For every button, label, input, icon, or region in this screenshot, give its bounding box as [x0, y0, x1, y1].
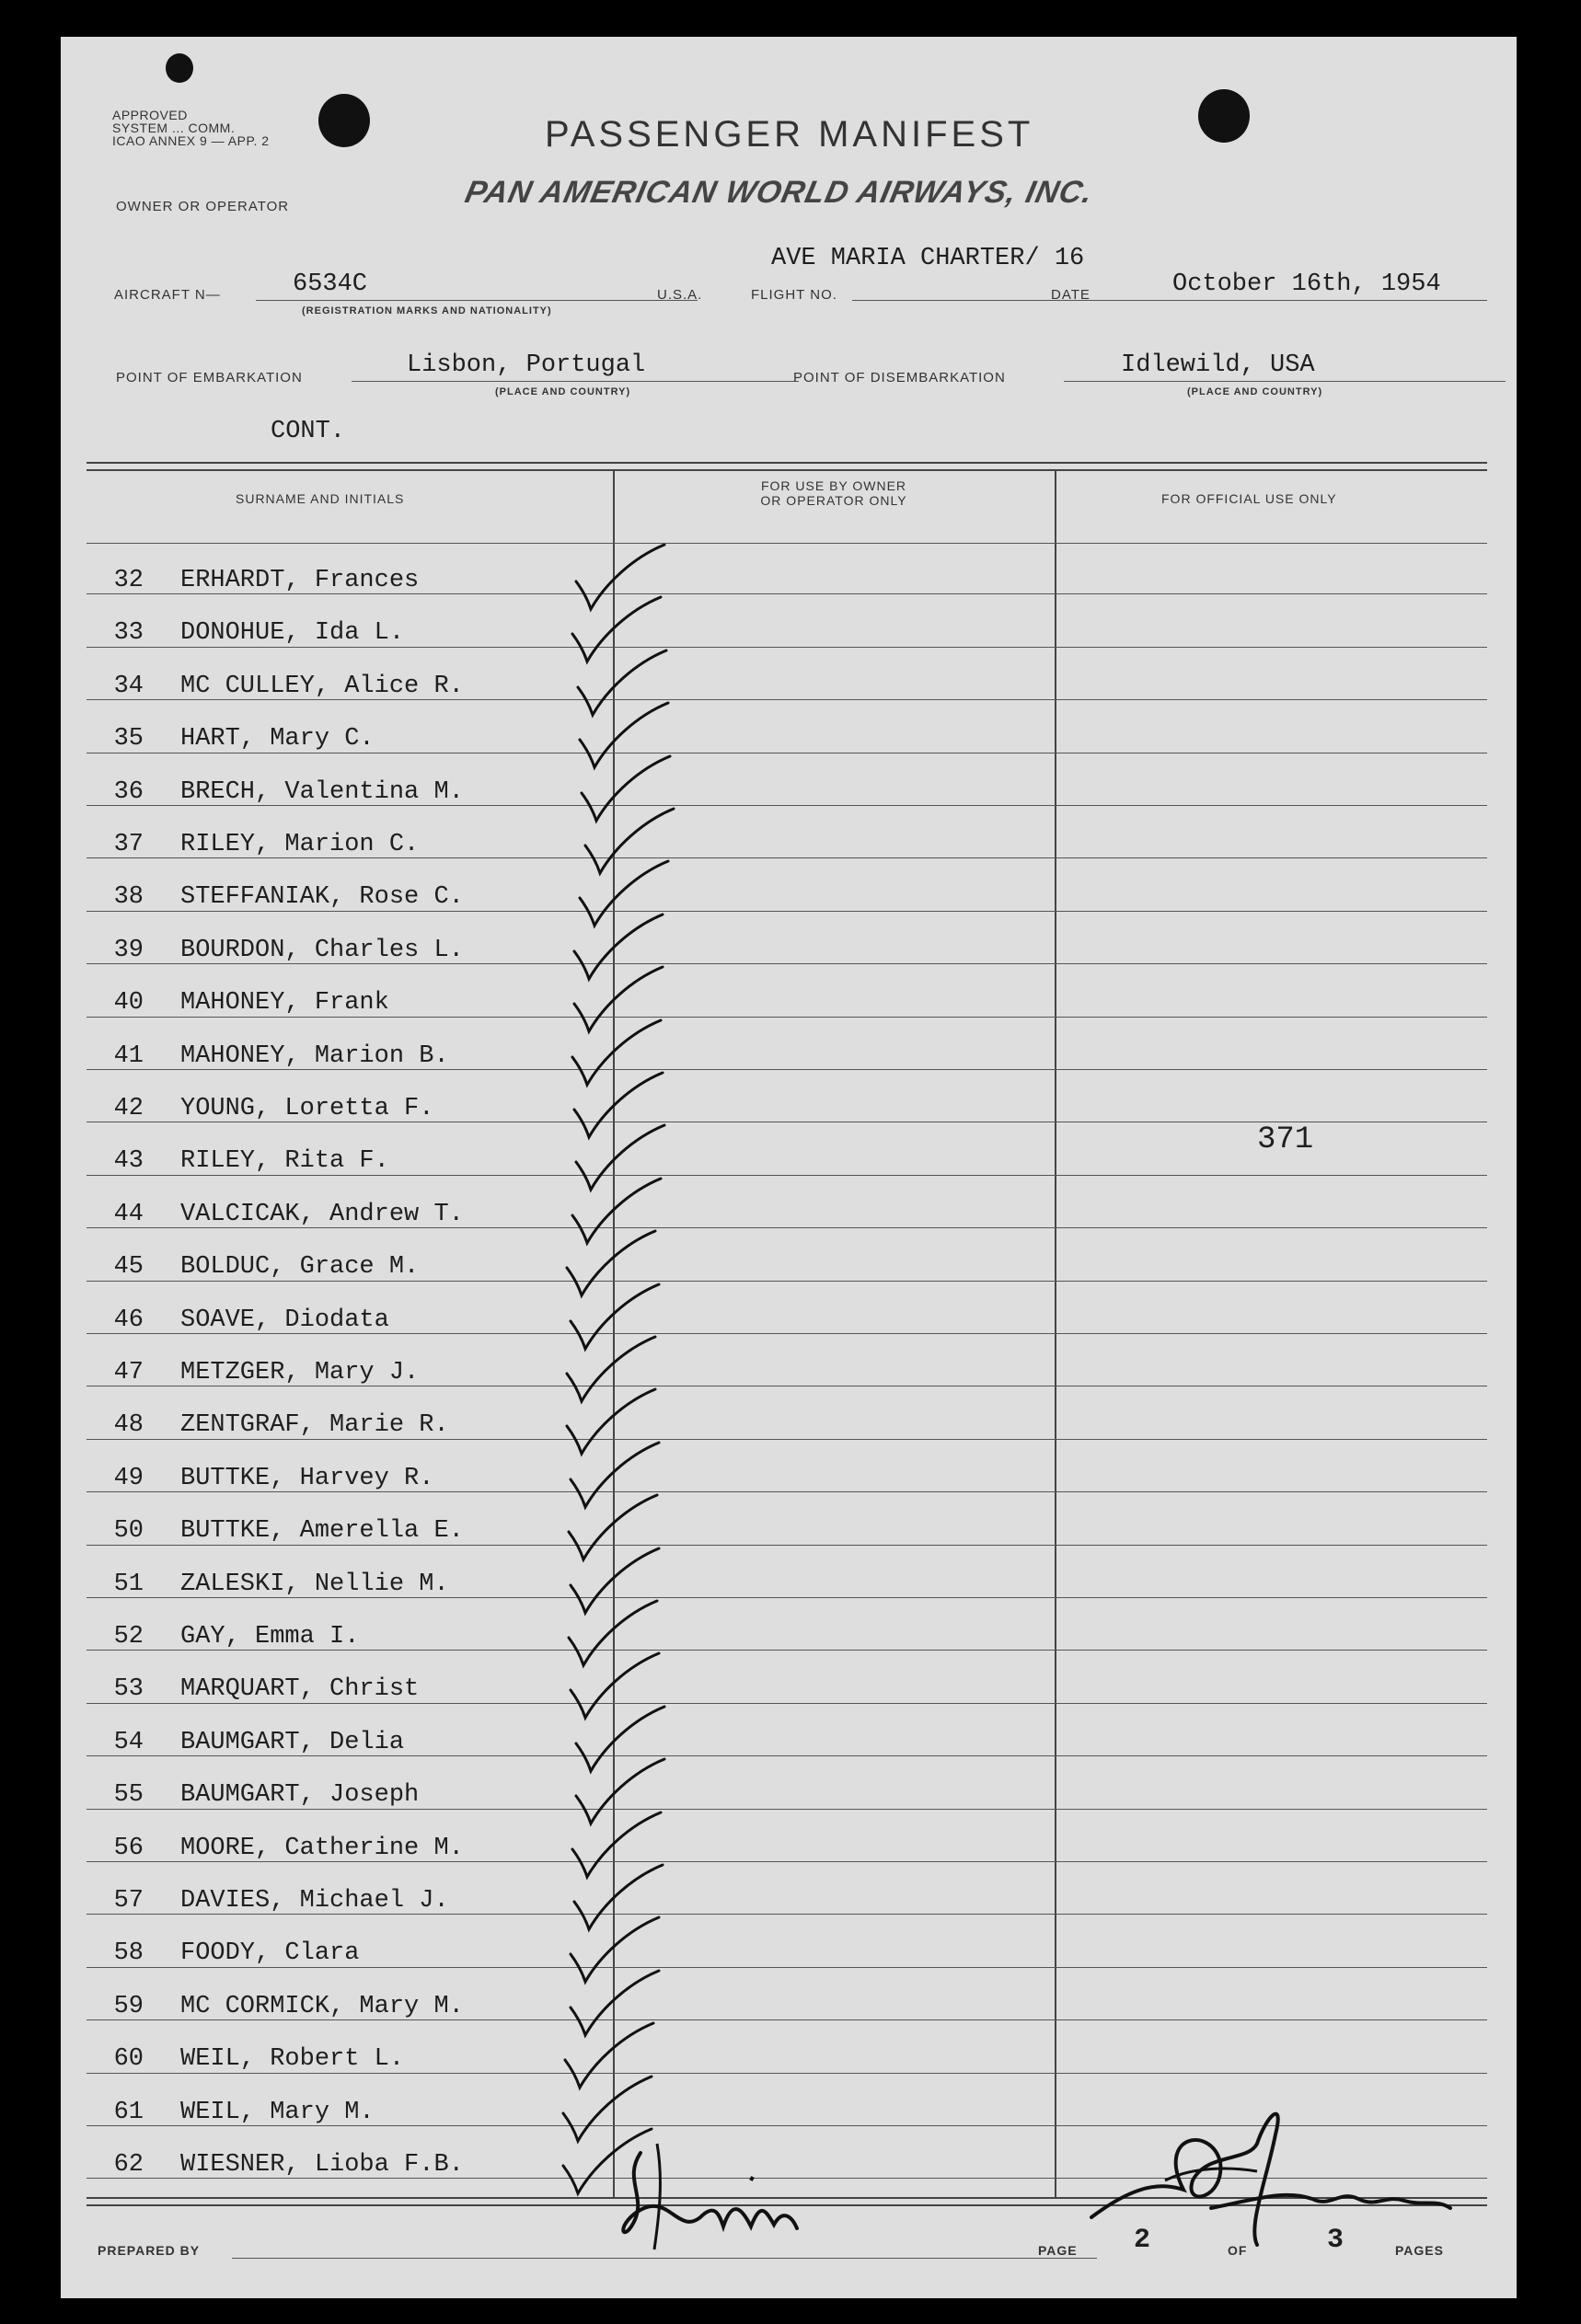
date-underline [1101, 300, 1487, 301]
passenger-row [61, 1605, 613, 1657]
passenger-number: 36 [113, 777, 144, 806]
passenger-row [61, 1710, 613, 1763]
header-bottom-rule [87, 543, 1487, 544]
passenger-name: RILEY, Marion C. [180, 831, 420, 858]
official-signature [1073, 2079, 1460, 2263]
passenger-name: MC CULLEY, Alice R. [180, 672, 464, 700]
passenger-number: 62 [113, 2151, 144, 2179]
col-official-header: FOR OFFICIAL USE ONLY [1161, 491, 1337, 506]
date-value: October 16th, 1954 [1172, 270, 1441, 298]
passenger-row [61, 1869, 613, 1921]
passenger-number: 47 [113, 1359, 144, 1386]
passenger-name: ERHARDT, Frances [180, 567, 420, 594]
official-note: 371 [1257, 1122, 1314, 1157]
passenger-row [61, 548, 613, 601]
passenger-name: METZGER, Mary J. [180, 1359, 420, 1386]
page-number: 2 [1134, 2225, 1151, 2256]
passenger-number: 55 [113, 1781, 144, 1810]
passenger-number: 38 [113, 883, 144, 912]
col-owner-header-line-2: OR OPERATOR ONLY [760, 493, 907, 508]
header-top-rule-2 [87, 469, 1487, 471]
passenger-row [61, 1182, 613, 1235]
passenger-number: 37 [113, 831, 144, 858]
passenger-name: ZENTGRAF, Marie R. [180, 1411, 449, 1440]
approval-stamp-line-1: APPROVED [112, 108, 188, 122]
passenger-name: HART, Mary C. [180, 725, 375, 754]
passenger-row [61, 1763, 613, 1815]
passenger-row [61, 812, 613, 865]
passenger-number: 44 [113, 1200, 144, 1228]
passenger-name: BUTTKE, Amerella E. [180, 1517, 464, 1546]
passenger-name: WEIL, Mary M. [180, 2098, 375, 2126]
punch-hole-left [318, 94, 370, 147]
passenger-name: DAVIES, Michael J. [180, 1887, 449, 1915]
col-owner-header [668, 478, 999, 508]
passenger-name: WIESNER, Lioba F.B. [180, 2151, 464, 2179]
passenger-number: 49 [113, 1464, 144, 1492]
disembarkation-sublabel: (PLACE AND COUNTRY) [1187, 386, 1323, 397]
passenger-name: MOORE, Catherine M. [180, 1834, 464, 1862]
passenger-row [61, 1235, 613, 1287]
prepared-by-label: PREPARED BY [98, 2243, 201, 2258]
passenger-row [61, 971, 613, 1023]
passenger-number: 34 [113, 672, 144, 700]
passenger-number: 41 [113, 1041, 144, 1070]
aircraft-underline [256, 300, 698, 301]
embarkation-value: Lisbon, Portugal [407, 351, 646, 379]
punch-hole-corner [166, 53, 193, 83]
approval-stamp-line-2: SYSTEM ... COMM. [112, 121, 236, 135]
passenger-number: 35 [113, 725, 144, 754]
embarkation-label: POINT OF EMBARKATION [116, 370, 303, 385]
form-title: PASSENGER MANIFEST [545, 114, 1034, 155]
passenger-row [61, 1446, 613, 1499]
disembarkation-value: Idlewild, USA [1121, 351, 1315, 379]
passenger-row [61, 918, 613, 971]
passenger-name: MARQUART, Christ [180, 1675, 420, 1704]
embarkation-sublabel: (PLACE AND COUNTRY) [495, 386, 631, 397]
usa-label: U.S.A. [657, 287, 703, 303]
passenger-name: WEIL, Robert L. [180, 2045, 405, 2074]
header-top-rule-1 [87, 462, 1487, 464]
passenger-number: 42 [113, 1095, 144, 1122]
passenger-number: 58 [113, 1939, 144, 1968]
of-label: OF [1228, 2243, 1248, 2258]
passenger-name: YOUNG, Loretta F. [180, 1095, 434, 1122]
passenger-row [61, 2027, 613, 2079]
passenger-number: 52 [113, 1623, 144, 1651]
passenger-row [61, 1816, 613, 1869]
passenger-number: 56 [113, 1834, 144, 1862]
passenger-row [61, 1288, 613, 1340]
date-label: DATE [1051, 287, 1091, 303]
passenger-row [61, 1657, 613, 1709]
passenger-name: DONOHUE, Ida L. [180, 619, 405, 648]
page-total: 3 [1327, 2225, 1344, 2256]
passenger-name: BAUMGART, Delia [180, 1728, 405, 1756]
flight-value: AVE MARIA CHARTER/ 16 [771, 245, 1085, 272]
operator-name: PAN AMERICAN WORLD AIRWAYS, INC. [462, 175, 1097, 210]
disembarkation-underline [1064, 381, 1506, 382]
flight-label: FLIGHT NO. [751, 287, 837, 303]
embarkation-underline [352, 381, 799, 382]
aircraft-value: 6534C [293, 270, 368, 298]
passenger-name: BOLDUC, Grace M. [180, 1253, 420, 1282]
passenger-number: 43 [113, 1147, 144, 1176]
passenger-row [61, 1340, 613, 1393]
passenger-row [61, 865, 613, 917]
passenger-name: MC CORMICK, Mary M. [180, 1992, 464, 2020]
passenger-name: RILEY, Rita F. [180, 1147, 389, 1176]
passenger-number: 59 [113, 1992, 144, 2020]
passenger-number: 40 [113, 989, 144, 1018]
owner-label: OWNER OR OPERATOR [116, 199, 290, 214]
passenger-row [61, 1499, 613, 1551]
passenger-row [61, 1552, 613, 1605]
passenger-name: GAY, Emma I. [180, 1623, 360, 1651]
passenger-name: MAHONEY, Marion B. [180, 1041, 449, 1070]
col-owner-header-line-1: FOR USE BY OWNER [760, 478, 907, 493]
passenger-name: MAHONEY, Frank [180, 989, 389, 1018]
passenger-row [61, 760, 613, 812]
passenger-number: 57 [113, 1887, 144, 1915]
passenger-name: VALCICAK, Andrew T. [180, 1200, 464, 1228]
aircraft-sublabel: (REGISTRATION MARKS AND NATIONALITY) [302, 305, 552, 316]
passenger-number: 48 [113, 1411, 144, 1440]
passenger-number: 45 [113, 1253, 144, 1282]
passenger-row [61, 1921, 613, 1973]
passenger-row [61, 2133, 613, 2185]
passenger-row [61, 1393, 613, 1445]
passenger-row [61, 1076, 613, 1129]
passenger-row [61, 707, 613, 759]
passenger-number: 51 [113, 1570, 144, 1598]
pages-label: PAGES [1395, 2243, 1444, 2258]
passenger-name: SOAVE, Diodata [180, 1306, 389, 1334]
col-surname-header: SURNAME AND INITIALS [236, 491, 405, 506]
passenger-name: ZALESKI, Nellie M. [180, 1570, 449, 1598]
punch-hole-right [1198, 89, 1250, 143]
continued-note: CONT. [271, 418, 346, 445]
passenger-number: 50 [113, 1517, 144, 1546]
preparer-signature [613, 2125, 825, 2254]
manifest-page [61, 37, 1517, 2298]
passenger-number: 33 [113, 619, 144, 648]
passenger-name: BRECH, Valentina M. [180, 777, 464, 806]
passenger-name: BUTTKE, Harvey R. [180, 1464, 434, 1492]
passenger-row [61, 1129, 613, 1181]
passenger-number: 60 [113, 2045, 144, 2074]
page-label: PAGE [1038, 2243, 1078, 2258]
passenger-number: 32 [113, 567, 144, 594]
passenger-row [61, 2080, 613, 2133]
passenger-name: STEFFANIAK, Rose C. [180, 883, 464, 912]
passenger-name: BOURDON, Charles L. [180, 936, 464, 964]
aircraft-label: AIRCRAFT N— [114, 287, 221, 303]
approval-stamp-line-3: ICAO ANNEX 9 — APP. 2 [112, 133, 270, 148]
passenger-row [61, 1024, 613, 1076]
passenger-number: 39 [113, 936, 144, 964]
passenger-number: 61 [113, 2098, 144, 2126]
passenger-name: FOODY, Clara [180, 1939, 360, 1968]
passenger-name: BAUMGART, Joseph [180, 1781, 420, 1810]
passenger-number: 53 [113, 1675, 144, 1704]
passenger-number: 46 [113, 1306, 144, 1334]
passenger-number: 54 [113, 1728, 144, 1756]
passenger-row [61, 1974, 613, 2027]
disembarkation-label: POINT OF DISEMBARKATION [793, 370, 1006, 385]
prepared-by-underline [232, 2258, 1097, 2259]
passenger-row [61, 654, 613, 707]
approval-stamp [112, 109, 270, 147]
passenger-row [61, 601, 613, 653]
